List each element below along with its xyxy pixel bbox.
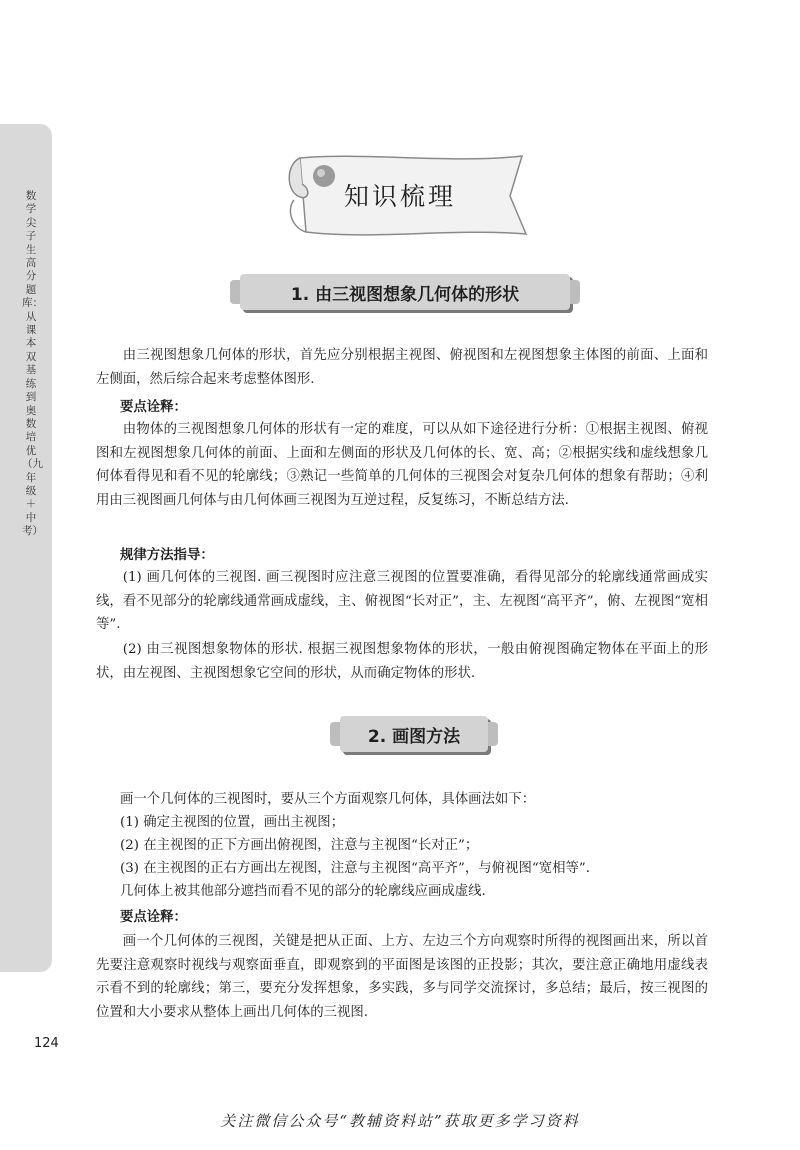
section2-heading: 2. 画图方法 xyxy=(340,716,488,752)
section1-intro: 由三视图想象几何体的形状，首先应分别根据主视图、俯视图和左视图想象主体图的前面、上面和左侧面，然后综合起来考虑整体图形. xyxy=(96,348,708,387)
section1-heading: 1. 由三视图想象几何体的形状 xyxy=(240,274,570,310)
section2-key-text: 画一个几何体的三视图，关键是把从正面、上方、左边三个方向观察时所得的视图画出来，所以首先要注意观察时视线与观察面垂直，即观察到的平面图是该图的正投影；其次，要注意正确地用虚线表示看不到的轮廓线；第三，要充分发挥想象，多实践，多与同学交流探讨，多总结；最后，按三视图的位置和大小要求从整体上画出几何体的三视图. xyxy=(96,934,708,1020)
section2-step2: (2) 在主视图的正下方画出俯视图，注意与主视图“长对正”； xyxy=(120,838,479,853)
section1-key-text: 由物体的三视图想象几何体的形状有一定的难度，可以从如下途径进行分析：①根据主视图、俯视图和左视图想象几何体的前面、上面和左侧面的形状及几何体的长、宽、高；②根据实线和虚线想象几何体看得见和看不见的轮廓线；③熟记一些简单的几何体的三视图会对复杂几何体的想象有帮助；④利用由三视图画几何体与由几何体画三视图为互逆过程，反复练习，不断总结方法. xyxy=(96,422,708,508)
section1-method1: (1) 画几何体的三视图. 画三视图时应注意三视图的位置要准确，看得见部分的轮廓线通常画成实线，看不见部分的轮廓线通常画成虚线，主、俯视图“长对正”，主、左视图“高平齐”，俯、左视图“宽相等”. xyxy=(96,570,708,632)
section-banner xyxy=(282,150,532,238)
book-title-vertical: 数学尖子生高分题库：从课本双基练到奥数培优（九年级＋中考） xyxy=(22,190,43,538)
section2-key-label: 要点诠释： xyxy=(120,910,187,925)
section2-intro: 画一个几何体的三视图时，要从三个方面观察几何体，具体画法如下： xyxy=(120,792,536,807)
page-number: 124 xyxy=(34,1036,59,1051)
section1-method-label: 规律方法指导： xyxy=(120,548,214,563)
banner-title: 知识梳理 xyxy=(344,182,457,211)
section1-key-label: 要点诠释： xyxy=(120,400,187,415)
section1-method2: (2) 由三视图想象物体的形状. 根据三视图想象物体的形状，一般由俯视图确定物体在平面上的形状，由左视图、主视图想象它空间的形状，从而确定物体的形状. xyxy=(96,642,708,681)
section2-step3: (3) 在主视图的正右方画出左视图，注意与主视图“高平齐”，与俯视图“宽相等”. xyxy=(120,861,590,876)
section2-step1: (1) 确定主视图的位置，画出主视图； xyxy=(120,815,345,830)
section2-note: 几何体上被其他部分遮挡而看不见的部分的轮廓线应画成虚线. xyxy=(120,884,486,899)
footer-note: 关注微信公众号“教辅资料站”获取更多学习资料 xyxy=(220,1112,580,1130)
